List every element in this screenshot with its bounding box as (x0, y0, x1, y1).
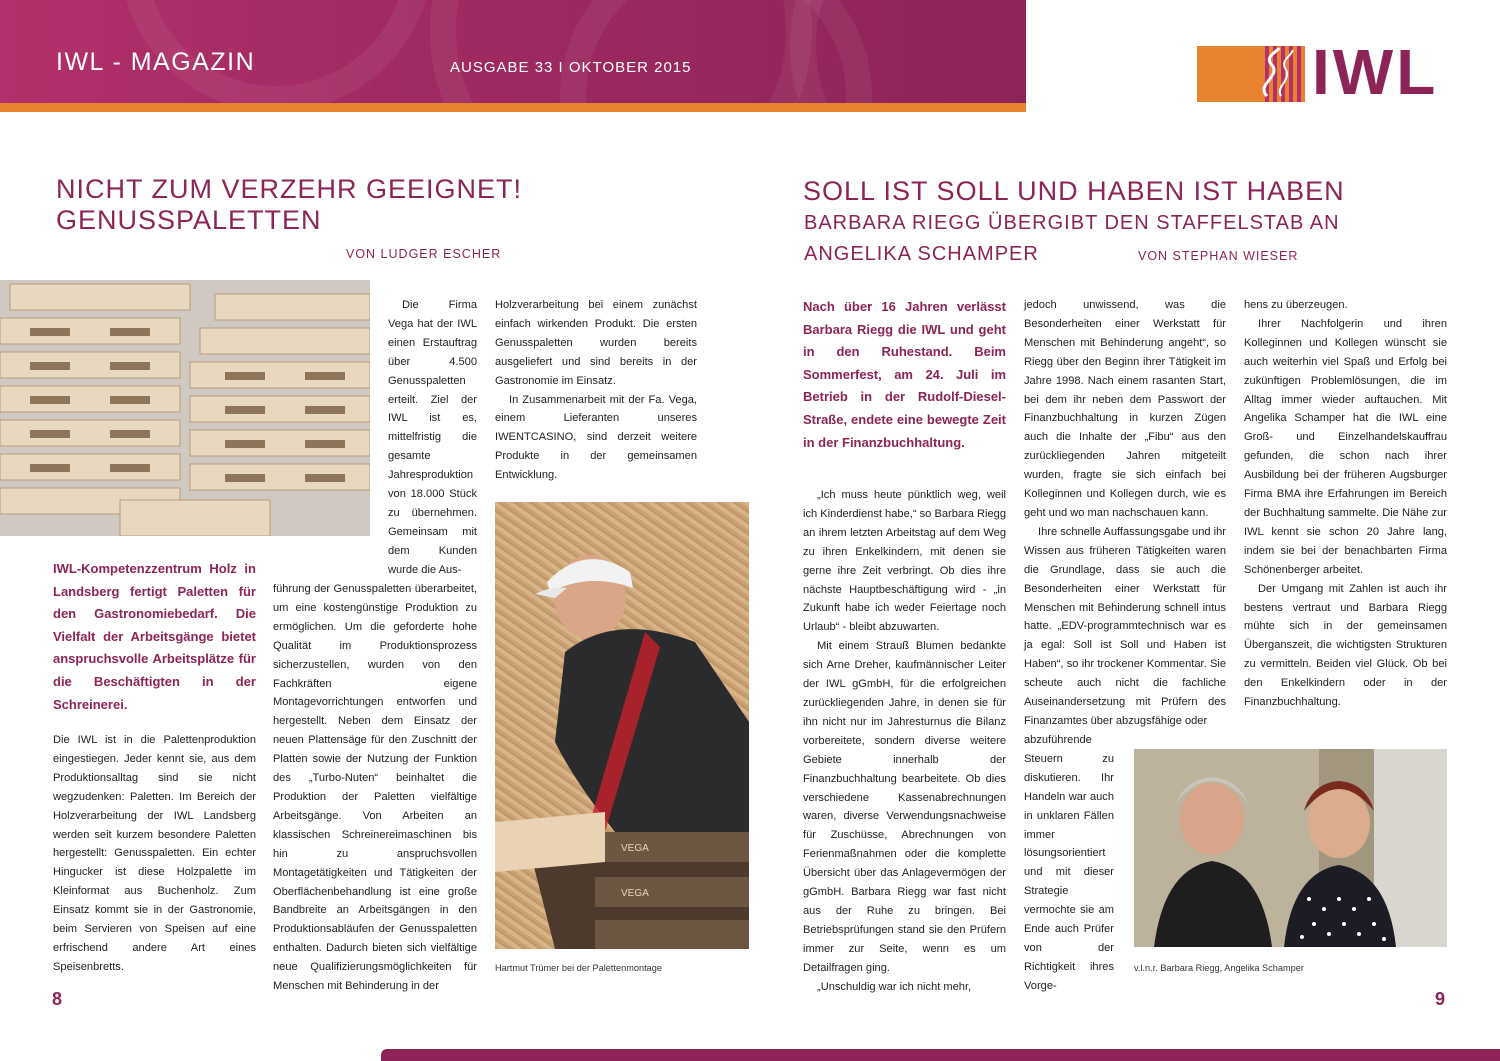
paragraph: führung der Genusspaletten überarbeitet, um eine kostengünstige Produktion zu ermöglichen. Um die geforderte hohe Qualität im Produktionsprozess sicherzustellen, wurden von den Fachkräften eigene Montagevorrichtungen entworfen und hergestellt. Neben dem Einsatz der neuen Plattensäge für den Zuschnitt der Platten sowie der Nutzung der Funktion des „Turbo-Nuten“ beinhaltet die Produktion der Paletten vielfältige Arbeitsgänge. Von Arbeiten an klassischen Schreinereimaschinen bis hin zu anspruchsvollen Montagetätigkeiten und Tätigkeiten der Oberflächenbehandlung ist eine große Bandbreite an Arbeitsgängen in den Produktionsabläufen der Genusspaletten enthalten. Dadurch bieten sich vielfältige neue Qualifizierungsmöglichkeiten für Menschen mit Behinderung in der (273, 583, 477, 993)
header-accent-stripe (0, 103, 1026, 112)
right-article-column-2-bottom (1024, 731, 1114, 996)
iwl-logo-mark (1197, 46, 1305, 102)
paragraph: „Ich muss heute pünktlich weg, weil ich Kinderdienst habe,“ so Barbara Riegg an ihrem letzten Arbeitstag auf dem Weg zu ihren Enkelkindern, mit denen sie gerne ihre Zeit verbringt. Ob dies ihre nächste Hauptbeschäftigung wird - „in Zukunft habe ich weder Feiertage noch Urlaub“ - bleibt abzuwarten. (803, 489, 1006, 634)
pallets-photo (0, 280, 370, 536)
magazine-title: IWL - MAGAZIN (56, 48, 256, 76)
left-article-byline: VON LUDGER ESCHER (346, 247, 502, 261)
right-article-subtitle-1: BARBARA RIEGG ÜBERGIBT DEN STAFFELSTAB AN (804, 212, 1340, 234)
right-article-column-1 (803, 486, 1006, 996)
paragraph: In Zusammenarbeit mit der Fa. Vega, einem Lieferanten unseres IWENTCASINO, sind derzeit weitere Produkte in der gemeinsamen Entwicklung. (495, 393, 697, 482)
pallet-brand-mark-1: VEGA (621, 843, 649, 854)
paragraph: Der Umgang mit Zahlen ist auch ihr bestens vertraut und Barbara Riegg mühte sich in der gemeinsamen Überganszeit, die wichtigsten Strukturen zu vermitteln. Beiden viel Glück. Ob bei den Enkelkindern oder in der Finanzbuchhaltung. (1244, 582, 1447, 709)
page-number-left: 8 (52, 989, 63, 1009)
right-article-column-2-top (1024, 296, 1226, 731)
right-article-title: SOLL IST SOLL UND HABEN IST HABEN (803, 176, 1345, 206)
right-article-lead: Nach über 16 Jahren verlässt Barbara Riegg die IWL und geht in den Ruhestand. Beim Sommerfest, am 24. Juli im Betrieb in der Rudolf-Diesel-Straße, endete eine bewegte Zeit in der Finanzbuchhaltung. (803, 299, 1006, 450)
issue-info: AUSGABE 33 I OKTOBER 2015 (450, 59, 692, 76)
right-article-byline: VON STEPHAN WIESER (1138, 249, 1299, 263)
left-article-title-1: NICHT ZUM VERZEHR GEEIGNET! (56, 174, 523, 204)
paragraph: abzuführende Steuern zu diskutieren. Ihr Handeln war auch in unklaren Fällen immer lösungsorientiert und mit dieser Strategie vermochte sie am Ende auch Prüfer von der Richtigkeit ihres Vorge- (1024, 734, 1114, 992)
left-article-column-3 (495, 296, 697, 485)
portrait-photo (1134, 749, 1447, 947)
worker-photo-caption: Hartmut Trümer bei der Palettenmontage (495, 963, 662, 973)
left-article-title-2: GENUSSPALETTEN (56, 205, 322, 235)
left-article-column-2-top (388, 296, 477, 580)
paragraph: Ihre schnelle Auffassungsgabe und ihr Wissen aus früheren Tätigkeiten waren die Grundlage, dass sie auch die Besonderheiten einer Werkstatt für Menschen mit Behinderung schnell intus hatte. „EDV-programmtechnisch war es ja egal: Soll ist Soll und Haben ist Haben“, so ihr trockener Kommentar. Sie scheute auch nicht die fachliche Auseinandersetzung mit Prüfern des Finanzamtes über abzugsfähige oder (1024, 525, 1226, 727)
worker-photo (495, 502, 749, 949)
paragraph: hens zu überzeugen. (1244, 299, 1348, 311)
paragraph: Die IWL ist in die Palettenproduktion eingestiegen. Jeder kennt sie, aus dem Produktionsalltag sind sie nicht wegzudenken: Paletten. Im Bereich der Holzverarbeitung der IWL Landsberg werden seit kurzem besondere Paletten hergestellt: Genusspaletten. Ein echter Hingucker ist diese Holzpalette im Kleinformat aus Buchenholz. Zum Einsatz kommt sie in der Gastronomie, beim Servieren von Speisen auf eine erfrischend andere Art eines Speisenbretts. (53, 734, 256, 973)
paragraph: „Unschuldig war ich nicht mehr, (817, 980, 972, 993)
footer-bar (381, 1049, 1500, 1061)
left-article-column-2-bottom (273, 580, 477, 996)
paragraph: Die Firma Vega hat der IWL einen Erstauftrag über 4.500 Genusspaletten erteilt. Ziel der IWL ist es, mittelfristig die gesamte Jahresproduktion von 18.000 Stück zu übernehmen. Gemeinsam mit dem Kunden wurde die Aus- (388, 299, 477, 576)
left-article-lead: IWL-Kompetenzzentrum Holz in Landsberg fertigt Paletten für den Gastronomiebedarf. Die Vielfalt der Arbeitsgänge bietet anspruchsvolle Arbeitsplätze für die Beschäftigten in der Schreinerei. (53, 561, 256, 712)
pallet-brand-mark-2: VEGA (621, 888, 649, 899)
portrait-photo-caption: v.l.n.r. Barbara Riegg, Angelika Schamper (1134, 963, 1304, 973)
page-number-right: 9 (1435, 989, 1446, 1009)
right-article-subtitle-2: ANGELIKA SCHAMPER (804, 243, 1039, 265)
right-article-column-3 (1244, 296, 1447, 712)
iwl-logo-text: IWL (1312, 36, 1439, 108)
paragraph: jedoch unwissend, was die Besonderheiten einer Werkstatt für Menschen mit Behinderung angeht“, so Riegg über den Beginn ihrer Tätigkeit im Jahre 1998. Nach einem rasanten Start, bei dem ihr neben dem Passwort der Finanzbuchhaltung in kurzen Zügen auch die Inhalte der „Fibu“ aus den zurückliegenden Jahren mitgeteilt wurden, fragte sie sich einfach bei Kolleginnen und Kollegen durch, wie es geht und wo man nachschauen kann. (1024, 299, 1226, 519)
paragraph: Mit einem Strauß Blumen bedankte sich Arne Dreher, kaufmännischer Leiter der IWL gGmbH, für die erfolgreichen zurückliegenden Jahre, in denen sie für ihn nicht nur im Jahresturnus die Bilanz vorbereitete, sondern diverse weitere Gebiete innerhalb der Finanzbuchhaltung bearbeitete. Ob dies verschiedene Kassenabrechnungen waren, diverse Verwendungsnachweise für Zuschüsse, Abrechnungen von Ferienmaßnahmen oder die komplette Übersicht über das Anlagevermögen der gGmbH. Barbara Riegg war fast nicht aus der Ruhe zu bringen. Bei Betriebsprüfungen stand sie den Prüfern immer zur Seite, wenn es um Detailfragen ging. (803, 640, 1006, 974)
paragraph: Ihrer Nachfolgerin und ihren Kolleginnen und Kollegen wünscht sie auch weiterhin viel Spaß und Erfolg bei zukünftigen Problemlösungen, die im Alltag immer wieder auftauchen. Mit Angelika Schamper hat die IWL eine Groß- und Einzelhandelskauffrau gefunden, die schon nach ihrer Ausbildung bei der früheren Augsburger Firma BMA ihre Erfahrungen im Bereich der Buchhaltung sammelte. Die Nähe zur IWL kennt sie schon 20 Jahre lang, indem sie bei der benachbarten Firma Schönenberger arbeitet. (1244, 317, 1447, 576)
paragraph: Holzverarbeitung bei einem zunächst einfach wirkenden Produkt. Die ersten Genusspaletten wurden bereits ausgeliefert und sind bereits in der Gastronomie im Einsatz. (495, 299, 697, 387)
left-article-column-1 (53, 731, 256, 977)
